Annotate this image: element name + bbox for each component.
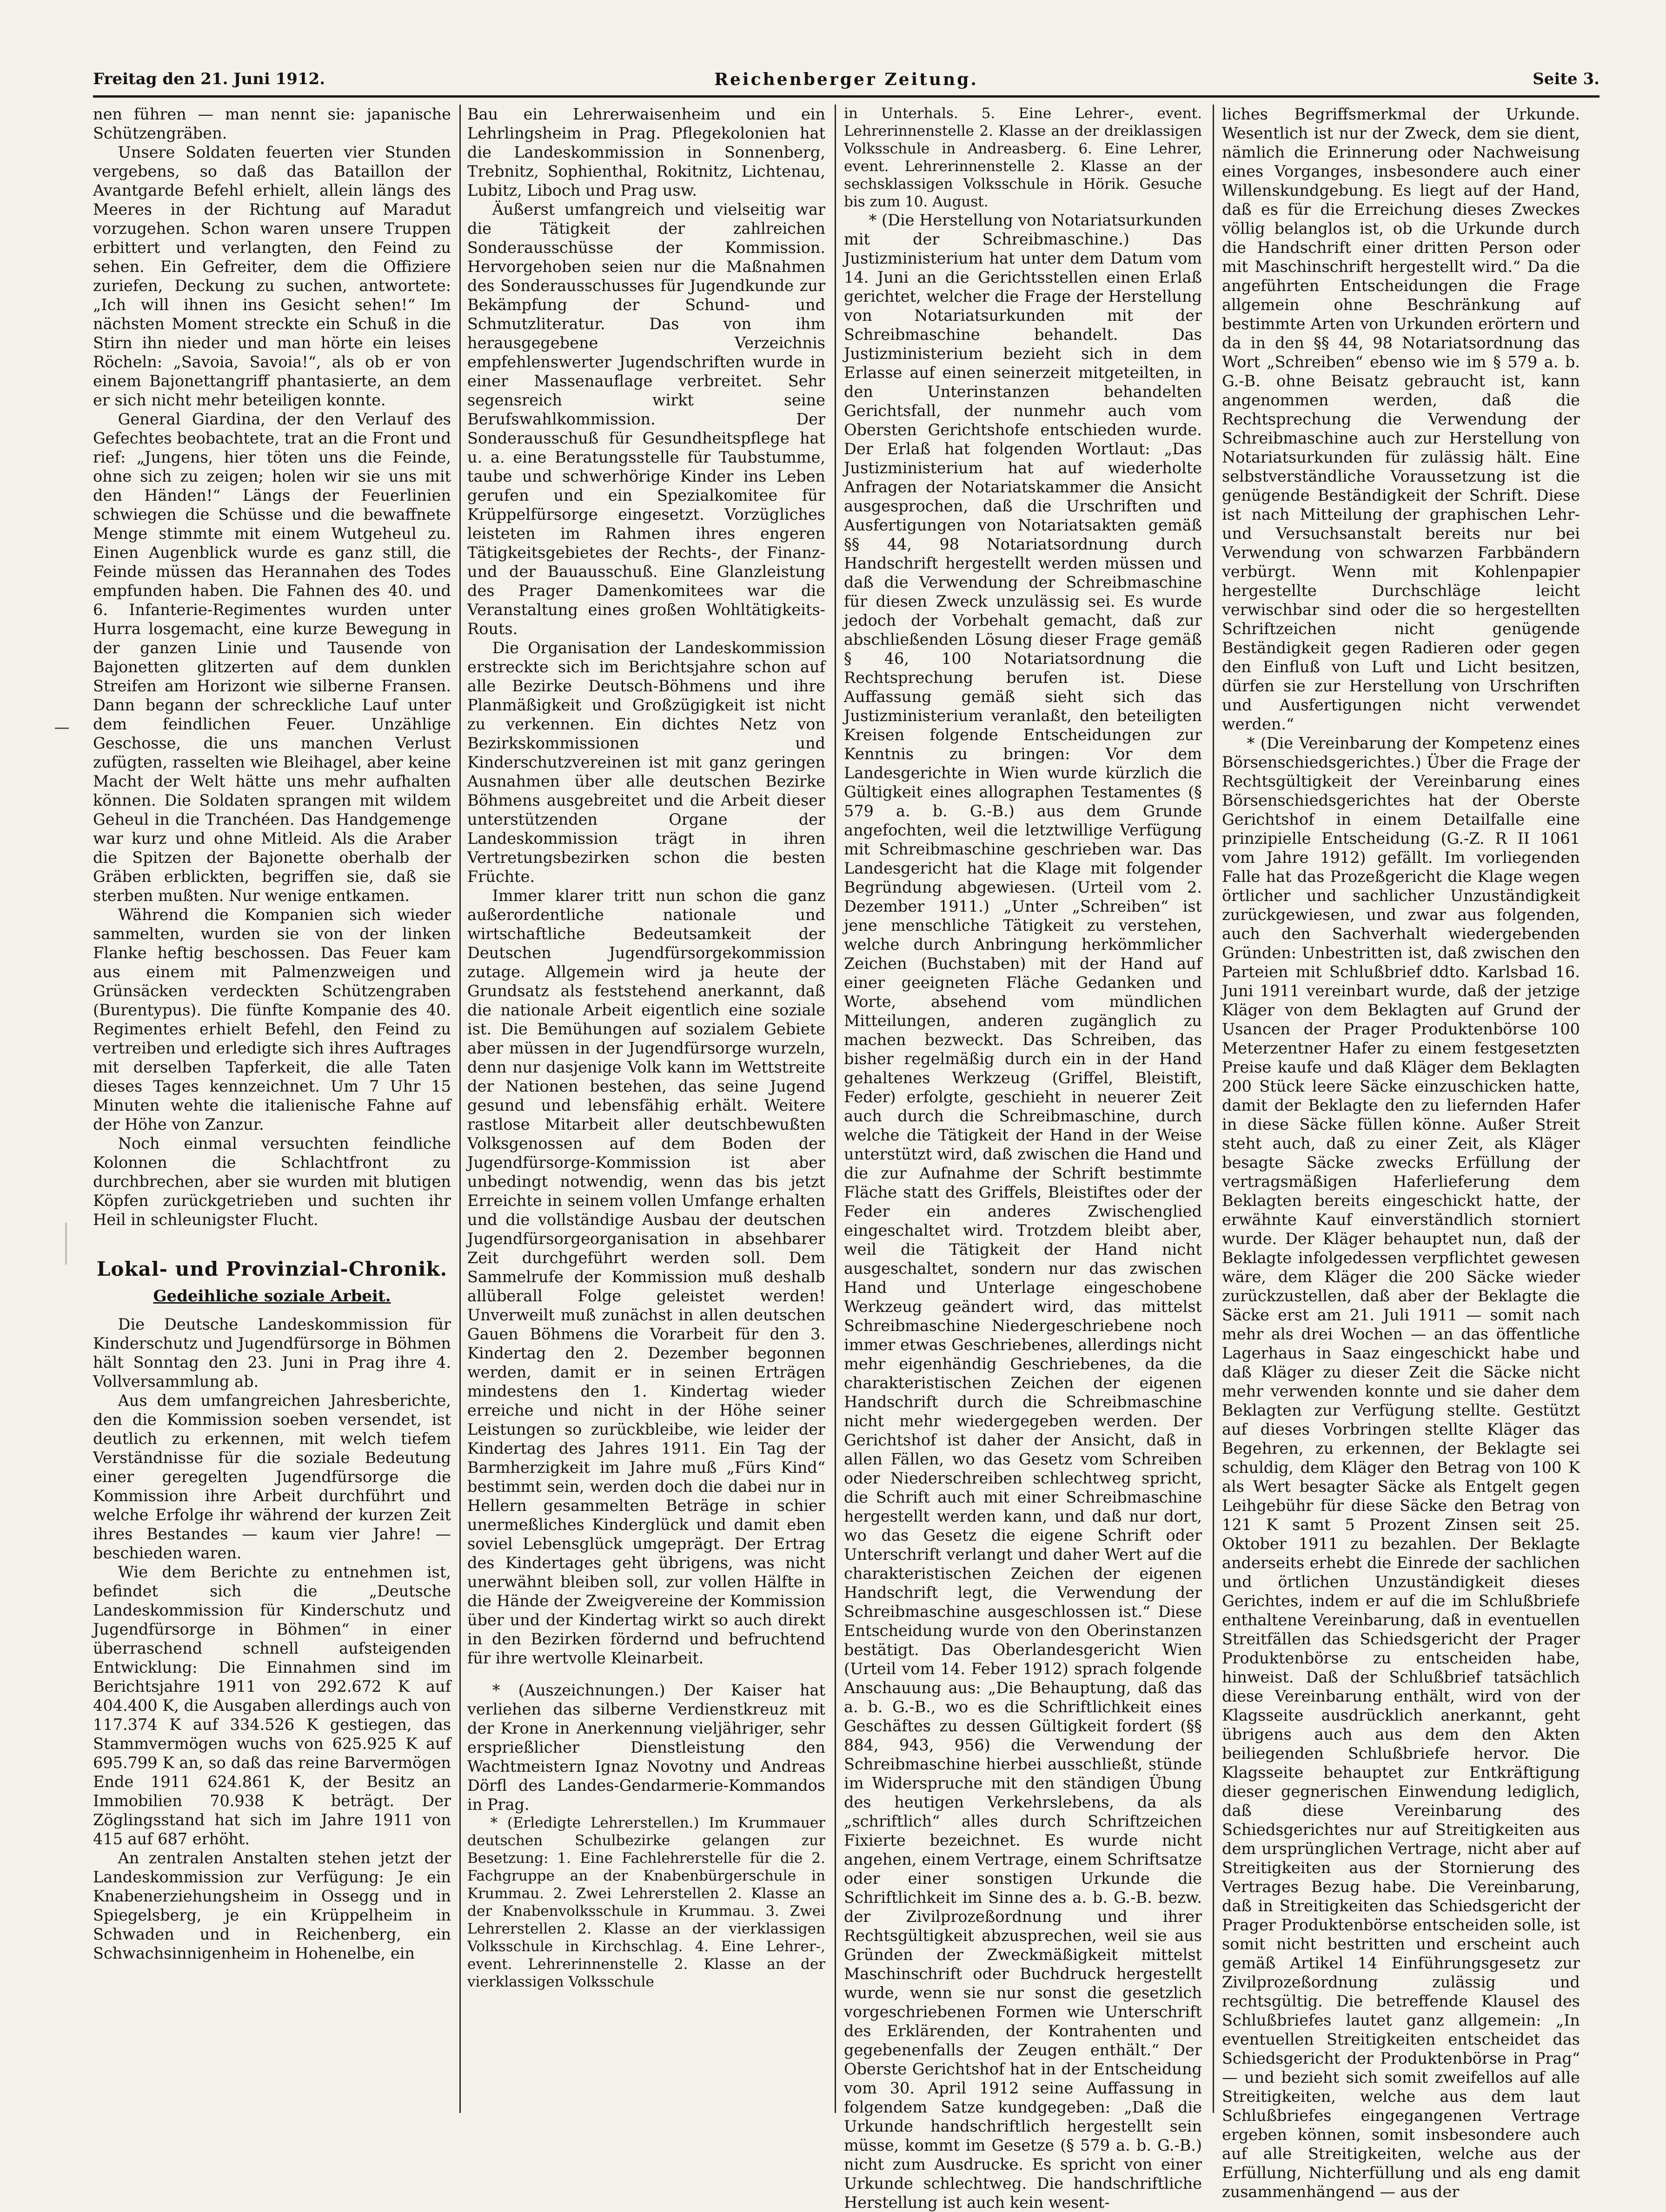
col4-paragraph-1: liches Begriffsmerkmal der Urkunde. Wesentlich ist nur der Zweck, dem sie dient, nämlich die Erinnerung oder Nachweisung eines Vorganges, insbesondere auch einer Willenskundgebung. Es liegt auf der Hand, daß es für die Erreichung dieses Zweckes völlig belanglos ist, ob die Urkunde durch die Handschrift einer dritten Person oder mit Maschinschrift hergestellt wird.“ Da die angeführten Entscheidungen die Frage allgemein ohne Beschränkung auf bestimmte Arten von Urkunden erörtern und da in den §§ 44, 98 Notariatsordnung das Wort „Schreiben“ ebenso wie im § 579 a. b. G.-B. ohne Beisatz gebraucht ist, kann angenommen werden, daß die Rechtsprechung die Verwendung der Schreibmaschine auch zur Herstellung von Notariatsurkunden für zulässig hält. Eine selbstverständliche Voraussetzung ist die genügende Beständigkeit der Schrift. Diese ist nach Mitteilung der graphischen Lehr- und Versuchsanstalt bereits nur bei Verwendung von schwarzen Farbbändern verbürgt. Wenn mit Kohlenpapier hergestellte Durchschläge leicht verwischbar sind oder die so hergestellten Schriftzeichen nicht genügende Beständigkeit gegen Radieren oder gegen den Einfluß von Luft und Licht besitzen, dürfen sie zur Herstellung von Urschriften und Ausfertigungen nicht verwendet werden.“	[1222, 105, 1580, 733]
section-title: Lokal- und Provinzial-Chronik.	[96, 1258, 448, 1280]
scan-artifact	[65, 1223, 67, 1265]
column-2	[467, 105, 825, 2118]
col2-paragraph-2: Äußerst umfangreich und vielseitig war die Tätigkeit der zahlreichen Sonderausschüsse der Kommission. Hervorgehoben seien nur die Maßnahmen des Sonderausschusses für Jugendkunde zur Bekämpfung der Schund- und Schmutzliteratur. Das von ihm herausgegebene Verzeichnis empfehlenswerter Jugendschriften wurde in einer Massenauflage verbreitet. Sehr segensreich wirkt seine Berufswahlkommission. Der Sonderausschuß für Gesundheitspflege hat u. a. eine Beratungsstelle für Taubstumme, taube und schwerhörige Kinder ins Leben gerufen und ein Spezialkomitee für Krüppelfürsorge eingesetzt. Vorzügliches leisteten im Rahmen ihres engeren Tätigkeitsgebietes der Rechts-, der Finanz- und der Bauausschuß. Eine Glanzleistung des Prager Damenkomitees war die Veranstaltung eines großen Wohltätigkeits-Routs.	[467, 200, 825, 638]
col3-paragraph-1: in Unterhals. 5. Eine Lehrer-, event. Lehrerinnenstelle 2. Klasse an der dreiklassigen Volksschule in Andreasberg. 6. Eine Lehrer, event. Lehrerinnenstelle 2. Klasse an der sechsklassigen Volksschule in Hörik. Gesuche bis zum 10. August.	[844, 105, 1202, 210]
col1-paragraph-1: nen führen — man nennt sie: japanische Schützengräben.	[93, 105, 451, 142]
margin-mark	[55, 728, 69, 729]
header-masthead: Reichenberger Zeitung.	[714, 70, 978, 89]
col1-paragraph-6: Die Deutsche Landeskommission für Kinderschutz und Jugendfürsorge in Böhmen hält Sonntag den 23. Juni in Prag ihre 4. Vollversammlung ab.	[93, 1315, 451, 1391]
col1-paragraph-5: Noch einmal versuchten feindliche Kolonnen die Schlachtfront zu durchbrechen, aber sie wurden mit blutigen Köpfen zurückgetrieben und suchten ihr Heil in schleunigster Flucht.	[93, 1134, 451, 1229]
col2-paragraph-5: * (Auszeichnungen.) Der Kaiser hat verliehen das silberne Verdienstkreuz mit der Krone in Anerkennung vieljähriger, sehr ersprießlicher Dienstleistung den Wachtmeistern Ignaz Novotny und Andreas Dörfl des Landes-Gendarmerie-Kommandos in Prag.	[467, 1681, 825, 1814]
column-1	[93, 105, 451, 2118]
header-rule	[93, 95, 1600, 98]
col1-paragraph-3: General Giardina, der den Verlauf des Gefechtes beobachtete, trat an die Front und rief: „Jungens, hier töten uns die Feinde, ohne sich zu zeigen; holen wir sie uns mit den Händen!“ Längs der Feuerlinien schwiegen die Schüsse und die bewaffnete Menge stimmte mit einem Wutgeheul zu. Einen Augenblick wurde es ganz still, die Feinde müssen das Herannahen des Todes empfunden haben. Die Fahnen des 40. und 6. Infanterie-Regimentes wurden unter Hurra losgemacht, eine kurze Bewegung in der ganzen Linie und Tausende von Bajonetten glitzerten auf dem dunklen Streifen am Horizont wie silberne Fransen. Dann begann der schreckliche Lauf unter dem feindlichen Feuer. Unzählige Geschosse, die uns manchen Verlust zufügten, rasselten wie Bleihagel, aber keine Macht der Welt hätte uns mehr aufhalten können. Die Soldaten sprangen mit wildem Geheul in die Tranchéen. Das Handgemenge war kurz und ohne Mitleid. Als die Araber die Spitzen der Bajonette oberhalb der Gräben erblickten, begriffen sie, daß sie sterben mußten. Nur wenige entkamen.	[93, 410, 451, 905]
col2-paragraph-3: Die Organisation der Landeskommission erstreckte sich im Berichtsjahre schon auf alle Bezirke Deutsch-Böhmens und ihre Planmäßigkeit und Großzügigkeit ist nicht zu verkennen. Ein dichtes Netz von Bezirkskommissionen und Kinderschutzvereinen ist mit ganz geringen Ausnahmen über alle deutschen Bezirke Böhmens ausgebreitet und die Arbeit dieser unterstützenden Organe der Landeskommission trägt in ihren Vertretungsbezirken schon die besten Früchte.	[467, 639, 825, 886]
col4-paragraph-2: * (Die Vereinbarung der Kompetenz eines Börsenschiedsgerichtes.) Über die Frage der Rechtsgültigkeit der Vereinbarung eines Börsenschiedsgerichtes hat der Oberste Gerichtshof in einem Detailfalle eine prinzipielle Entscheidung (G.-Z. R II 1061 vom Jahre 1912) gefällt. Im vorliegenden Falle hat das Prozeßgericht die Klage wegen örtlicher und sachlicher Unzuständigkeit zurückgewiesen, und zwar aus folgenden, auch den Sachverhalt wiedergebenden Gründen: Unbestritten ist, daß zwischen den Parteien mit Schlußbrief ddto. Karlsbad 16. Juni 1911 vereinbart wurde, daß der jetzige Kläger von dem Beklagten auf Grund der Usancen der Prager Produktenbörse 100 Meterzentner Hafer zu einem festgesetzten Preise kaufe und daß Kläger dem Beklagten 200 Stück leere Säcke einzuschicken hatte, damit der Beklagte den zu liefernden Hafer in diese Säcke füllen könne. Außer Streit steht auch, daß zu einer Zeit, als Kläger besagte Säcke zwecks Erfüllung der vertragsmäßigen Haferlieferung dem Beklagten bereits eingeschickt hatte, der erwähnte Kauf einverständlich storniert wurde. Der Kläger behauptet nun, daß der Beklagte infolgedessen verpflichtet gewesen wäre, dem Kläger die 200 Säcke wieder zurückzustellen, daß aber der Beklagte die Säcke erst am 21. Juli 1911 — somit nach mehr als drei Wochen — an das öffentliche Lagerhaus in Saaz eingeschickt habe und daß Kläger zu dieser Zeit die Säcke nicht mehr verwenden konnte und sie daher dem Beklagten zur Verfügung stellte. Gestützt auf dieses Vorbringen stellte Kläger das Begehren, zu erkennen, der Beklagte sei schuldig, dem Kläger den Betrag von 100 K als Wert besagter Säcke als Entgelt gegen Leihgebühr für diese Säcke den Betrag von 121 K samt 5 Prozent Zinsen seit 25. Oktober 1911 zu bezahlen. Der Beklagte anderseits erhebt die Einrede der sachlichen und örtlichen Unzuständigkeit dieses Gerichtes, indem er auf die im Schlußbriefe enthaltene Vereinbarung, daß in eventuellen Streitfällen das Schiedsgericht der Prager Produktenbörse zu entscheiden habe, hinweist. Daß der Schlußbrief tatsächlich diese Vereinbarung enthält, wird von der Klagsseite ausdrücklich anerkannt, geht übrigens auch aus dem den Akten beiliegenden Schlußbriefe hervor. Die Klagsseite behauptet zur Entkräftigung dieser gegnerischen Einwendung lediglich, daß diese Vereinbarung des Schiedsgerichtes nur auf Streitigkeiten aus dem ursprünglichen Vertrage, nicht aber auf Streitigkeiten aus der Stornierung des Vertrages Bezug habe. Die Vereinbarung, daß in Streitigkeiten das Schiedsgericht der Prager Produktenbörse entscheiden solle, ist somit nicht bestritten und erscheint auch gemäß Artikel 14 Einführungsgesetz zur Zivilprozeßordnung zulässig und rechtsgültig. Die betreffende Klausel des Schlußbriefes lautet ganz allgemein: „In eventuellen Streitigkeiten entscheidet das Schiedsgericht der Produktenbörse in Prag“ — und bezieht sich somit zweifellos auf alle Streitigkeiten, welche aus dem laut Schlußbriefes eingegangenen Vertrage ergeben können, somit insbesondere auch auf alle Streitigkeiten, welche aus der Erfüllung, Nichterfüllung und als eng damit zusammenhängend — aus der	[1222, 734, 1580, 2201]
column-divider-2	[835, 105, 836, 2113]
col1-paragraph-2: Unsere Soldaten feuerten vier Stunden vergebens, so daß das Bataillon der Avantgarde Befehl erhielt, allein längs des Meeres in der Richtung auf Maradut vorzugehen. Schon waren unsere Truppen erbittert und verlangten, den Feind zu sehen. Ein Gefreiter, dem die Offiziere zuriefen, Deckung zu suchen, antwortete: „Ich will ihnen ins Gesicht sehen!“ Im nächsten Moment streckte ein Schuß in die Stirn ihn nieder und man hörte ein leises Röcheln: „Savoia, Savoia!“, als ob er von einem Bajonettangriff phantasierte, an dem er sich nicht mehr beteiligen konnte.	[93, 143, 451, 409]
col2-paragraph-4: Immer klarer tritt nun schon die ganz außerordentliche nationale und wirtschaftliche Bedeutsamkeit der Deutschen Jugendfürsorgekommission zutage. Allgemein wird ja heute der Grundsatz als feststehend anerkannt, daß die nationale Arbeit eigentlich eine soziale ist. Die Bemühungen auf sozialem Gebiete aber müssen in der Jugendfürsorge wurzeln, denn nur dasjenige Volk kann im Wettstreite der Nationen bestehen, das seine Jugend gesund und lebensfähig erhält. Weitere rastlose Mitarbeit aller deutschbewußten Volksgenossen auf dem Boden der Jugendfürsorge-Kommission ist aber unbedingt notwendig, wenn das bis jetzt Erreichte in seinem vollen Umfange erhalten und die vollständige Ausbau der deutschen Jugendfürsorgeorganisation in absehbarer Zeit durchgeführt werden soll. Dem Sammelrufe der Kommission muß deshalb allüberall Folge geleistet werden! Unverweilt muß zunächst in allen deutschen Gauen Böhmens die Vorarbeit für den 3. Kindertag den 2. Dezember begonnen werden, damit er in seinen Erträgen mindestens den 1. Kindertag wieder erreiche und nicht in der Höhe seiner Leistungen so zurückbleibe, wie leider der Kindertag des Jahres 1911. Ein Tag der Barmherzigkeit im Jahre muß „Fürs Kind“ bestimmt sein, werden doch die dabei nur in Hellern gesammelten Beträge in schier unermeßliches Kinderglück und damit eben soviel Lebensglück umgeprägt. Der Ertrag des Kindertages geht übrigens, was nicht unerwähnt bleiben soll, zur vollen Hälfte in die Hände der Zweigvereine der Kommission über und der Kindertag wirkt so auch direkt in den Bezirken fördernd und befruchtend für ihre wertvolle Kleinarbeit.	[467, 887, 825, 1667]
column-divider-3	[1213, 105, 1214, 2113]
col1-paragraph-4: Während die Kompanien sich wieder sammelten, wurden sie von der linken Flanke heftig beschossen. Das Feuer kam aus einem mit Palmenzweigen und Grünsäcken verdeckten Schützengraben (Burentypus). Die fünfte Kompanie des 40. Regimentes erhielt Befehl, den Feind zu vertreiben und erledigte sich ihres Auftrages mit derselben Tapferkeit, die alle Taten dieses Tages kennzeichnet. Um 7 Uhr 15 Minuten wehte die italienische Fahne auf der Höhe von Zanzur.	[93, 906, 451, 1133]
col1-paragraph-9: An zentralen Anstalten stehen jetzt der Landeskommission zur Verfügung: Je ein Knabenerziehungsheim in Ossegg und in Spiegelsberg, je ein Krüppelheim in Schwaden und in Reichenberg, ein Schwachsinnigenheim in Hohenelbe, ein	[93, 1849, 451, 1962]
column-3	[844, 105, 1202, 2212]
page-header	[93, 70, 1600, 98]
column-divider-1	[459, 105, 461, 2113]
spacer	[93, 1229, 451, 1242]
col1-paragraph-8: Wie dem Berichte zu entnehmen ist, befindet sich die „Deutsche Landeskommission für Kinderschutz und Jugendfürsorge in Böhmen“ in einer überraschend schnell aufsteigenden Entwicklung: Die Einnahmen sind im Berichtsjahre 1911 von 292.672 K auf 404.400 K, die Ausgaben allerdings auch von 117.374 K auf 334.526 K gestiegen, das Stammvermögen wuchs von 625.925 K auf 695.799 K an, so daß das reine Barvermögen Ende 1911 624.861 K, der Besitz an Immobilien 70.938 K beträgt. Der Zöglingsstand hat sich im Jahre 1911 von 415 auf 687 erhöht.	[93, 1563, 451, 1848]
header-page-number: Seite 3.	[1533, 70, 1600, 88]
article-title: Gedeihliche soziale Arbeit.	[153, 1287, 391, 1305]
col2-paragraph-1: Bau ein Lehrerwaisenheim und ein Lehrlingsheim in Prag. Pflegekolonien hat die Landeskommission in Sonnenberg, Trebnitz, Sophienthal, Rokitnitz, Lichtenau, Lubitz, Liboch und Prag usw.	[467, 105, 825, 199]
column-4	[1222, 105, 1580, 2201]
col3-paragraph-2: * (Die Herstellung von Notariatsurkunden mit der Schreibmaschine.) Das Justizministerium hat unter dem Datum vom 14. Juni an die Gerichtsstellen einen Erlaß gerichtet, welcher die Frage der Herstellung von Notariatsurkunden mit der Schreibmaschine behandelt. Das Justizministerium bezieht sich in dem Erlasse auf einen seinerzeit mitgeteilten, in den Unterinstanzen behandelten Gerichtsfall, der nunmehr auch vom Obersten Gerichtshofe entschieden wurde. Der Erlaß hat folgenden Wortlaut: „Das Justizministerium hat auf wiederholte Anfragen der Notariatskammer die Ansicht ausgesprochen, daß die Urschriften und Ausfertigungen von Notariatsakten gemäß §§ 44, 98 Notariatsordnung durch Handschrift hergestellt werden müssen und daß die Verwendung der Schreibmaschine für diesen Zweck unzulässig sei. Es wurde jedoch der Vorbehalt gemacht, daß zur abschließenden Lösung dieser Frage gemäß § 46, 100 Notariatsordnung die Rechtsprechung berufen ist. Diese Auffassung gemäß sieht sich das Justizministerium veranlaßt, den beteiligten Kreisen folgende Entscheidungen zur Kenntnis zu bringen: Vor dem Landesgerichte in Wien wurde kürzlich die Gültigkeit eines allographen Testamentes (§ 579 a. b. G.-B.) aus dem Grunde angefochten, weil die letztwillige Verfügung mit Schreibmaschine geschrieben war. Das Landesgericht hat die Klage mit folgender Begründung abgewiesen. (Urteil vom 2. Dezember 1911.) „Unter „Schreiben“ ist jene menschliche Tätigkeit zu verstehen, welche durch Anbringung herkömmlicher Zeichen (Buchstaben) mit der Hand auf einer geeigneten Fläche Gedanken und Worte, absehend vom mündlichen Mitteilungen, anderen zugänglich zu machen bezweckt. Das Schreiben, das bisher regelmäßig durch ein in der Hand gehaltenes Werkzeug (Griffel, Bleistift, Feder) erfolgte, geschieht in neuerer Zeit auch durch die Schreibmaschine, durch welche die Tätigkeit der Hand in der Weise unterstützt wird, daß zwischen die Hand und die zur Aufnahme der Schrift bestimmte Fläche statt des Griffels, Bleistiftes oder der Feder ein anderes Zwischenglied eingeschaltet wird. Trotzdem bleibt aber, weil die Tätigkeit der Hand nicht ausgeschaltet, sondern nur das zwischen Hand und Unterlage eingeschobene Werkzeug geändert wird, das mittelst Schreibmaschine Niedergeschriebene noch immer etwas Geschriebenes, allerdings nicht mehr eigenhändig Geschriebenes, da die charakteristischen Zeichen der eigenen Handschrift durch die Schreibmaschine nicht mehr wiedergegeben werden. Der Gerichtshof ist daher der Ansicht, daß in allen Fällen, wo das Gesetz vom Schreiben oder Niederschreiben schlechtweg spricht, die Schrift auch mit einer Schreibmaschine hergestellt werden kann, und daß nur dort, wo das Gesetz die eigene Schrift oder Unterschrift verlangt und daher Wert auf die charakteristischen Zeichen der eigenen Handschrift legt, die Verwendung der Schreibmaschine ausgeschlossen ist.“ Diese Entscheidung wurde von den Oberinstanzen bestätigt. Das Oberlandesgericht Wien (Urteil vom 14. Feber 1912) sprach folgende Anschauung aus: „Die Behauptung, daß das a. b. G.-B., wo es die Schriftlichkeit eines Geschäftes zu dessen Gültigkeit fordert (§§ 884, 943, 956) die Verwendung der Schreibmaschine hierbei ausschließt, stünde im Widerspruche mit den ständigen Übung des heutigen Verkehrslebens, da als „schriftlich“ alles durch Schriftzeichen Fixierte bezeichnet. Es wurde nicht angehen, einem Vertrage, einem Schriftsatze oder einer sonstigen Urkunde die Schriftlichkeit im Sinne des a. b. G.-B. bezw. der Zivilprozeßordnung und ihrer Rechtsgültigkeit abzusprechen, weil sie aus Gründen der Zweckmäßigkeit mittelst Maschinschrift oder Buchdruck hergestellt wurde, wenn sie nur sonst die gesetzlich vorgeschriebenen Formen wie Unterschrift des Erklärenden, der Kontrahenten und gegebenenfalls der Zeugen enthält.“ Der Oberste Gerichtshof hat in der Entscheidung vom 30. April 1912 seine Auffassung in folgendem Satze kundgegeben: „Daß die Urkunde handschriftlich hergestellt sein müsse, kommt im Gesetze (§ 579 a. b. G.-B.) nicht zum Ausdrucke. Es spricht von einer Urkunde schlechtweg. Die handschriftliche Herstellung ist auch kein wesent-	[844, 211, 1202, 2212]
col1-paragraph-7: Aus dem umfangreichen Jahresberichte, den die Kommission soeben versendet, ist deutlich zu erkennen, mit welch tiefem Verständnisse für die soziale Bedeutung einer geregelten Jugendfürsorge die Kommission ihre Arbeit durchführt und welche Erfolge ihr während der kurzen Zeit ihres Bestandes — kaum vier Jahre! — beschieden waren.	[93, 1391, 451, 1562]
header-date: Freitag den 21. Juni 1912.	[93, 70, 325, 88]
col2-paragraph-6: * (Erledigte Lehrerstellen.) Im Krummauer deutschen Schulbezirke gelangen zur Besetzung: 1. Eine Fachlehrerstelle für die 2. Fachgruppe an der Knabenbürgerschule in Krummau. 2. Zwei Lehrerstellen 2. Klasse an der Knabenvolksschule in Krummau. 3. Zwei Lehrerstellen 2. Klasse an der vierklassigen Volksschule in Kirchschlag. 4. Eine Lehrer-, event. Lehrerinnenstelle 2. Klasse an der vierklassigen Volksschule	[467, 1815, 825, 1990]
spacer	[467, 1668, 825, 1681]
